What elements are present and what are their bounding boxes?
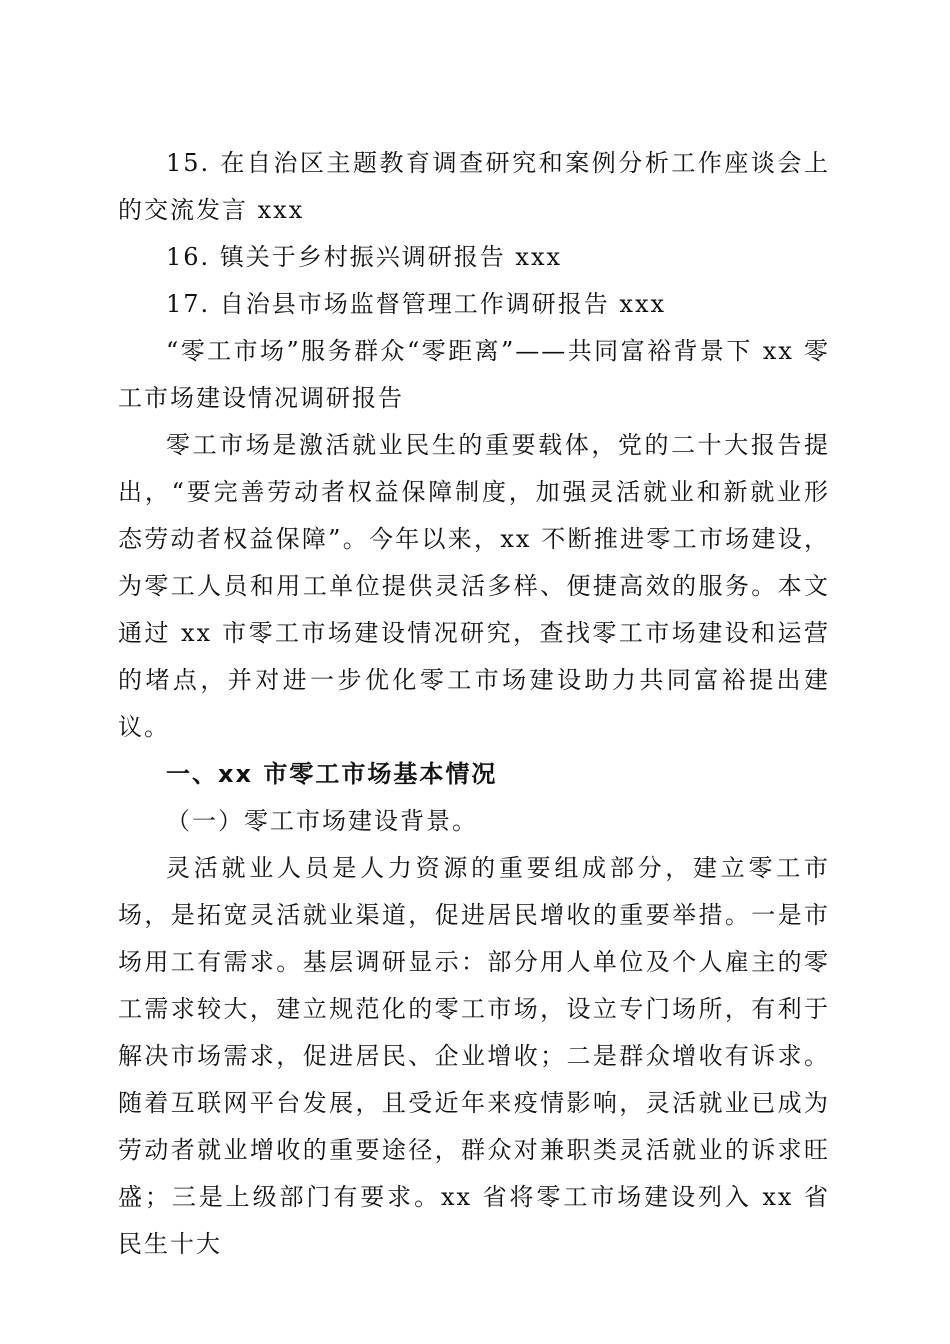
list-item: 16. 镇关于乡村振兴调研报告 xxx xyxy=(166,243,563,271)
subsection-heading: （一）零工市场建设背景。 xyxy=(166,807,478,835)
list-item: 17. 自治县市场监督管理工作调研报告 xxx xyxy=(166,290,667,318)
document-body xyxy=(118,140,830,1268)
intro-paragraph: 零工市场是激活就业民生的重要载体，党的二十大报告提出，“要完善劳动者权益保障制度，加强灵活就业和新就业形态劳动者权益保障”。今年以来，xx 不断推进零工市场建设，为零工人员和用工单位提供灵活多样、便捷高效的服务。本文通过 xx 市零工市场建设情况研究，查找零工市场建设和运营的堵点，并对进一步优化零工市场建设助力共同富裕提出建议。 xyxy=(118,431,830,741)
section-heading: 一、xx 市零工市场基本情况 xyxy=(166,760,498,788)
body-paragraph: 灵活就业人员是人力资源的重要组成部分，建立零工市场，是拓宽灵活就业渠道，促进居民增收的重要举措。一是市场用工有需求。基层调研显示：部分用人单位及个人雇主的零工需求较大，建立规范化的零工市场，设立专门场所，有利于解决市场需求，促进居民、企业增收；二是群众增收有诉求。随着互联网平台发展，且受近年来疫情影响，灵活就业已成为劳动者就业增收的重要途径，群众对兼职类灵活就业的诉求旺盛；三是上级部门有要求。xx 省将零工市场建设列入 xx 省民生十大 xyxy=(118,854,830,1258)
report-title: “零工市场”服务群众“零距离”——共同富裕背景下 xx 零工市场建设情况调研报告 xyxy=(118,337,830,412)
list-item: 15. 在自治区主题教育调查研究和案例分析工作座谈会上的交流发言 xxx xyxy=(118,149,830,224)
